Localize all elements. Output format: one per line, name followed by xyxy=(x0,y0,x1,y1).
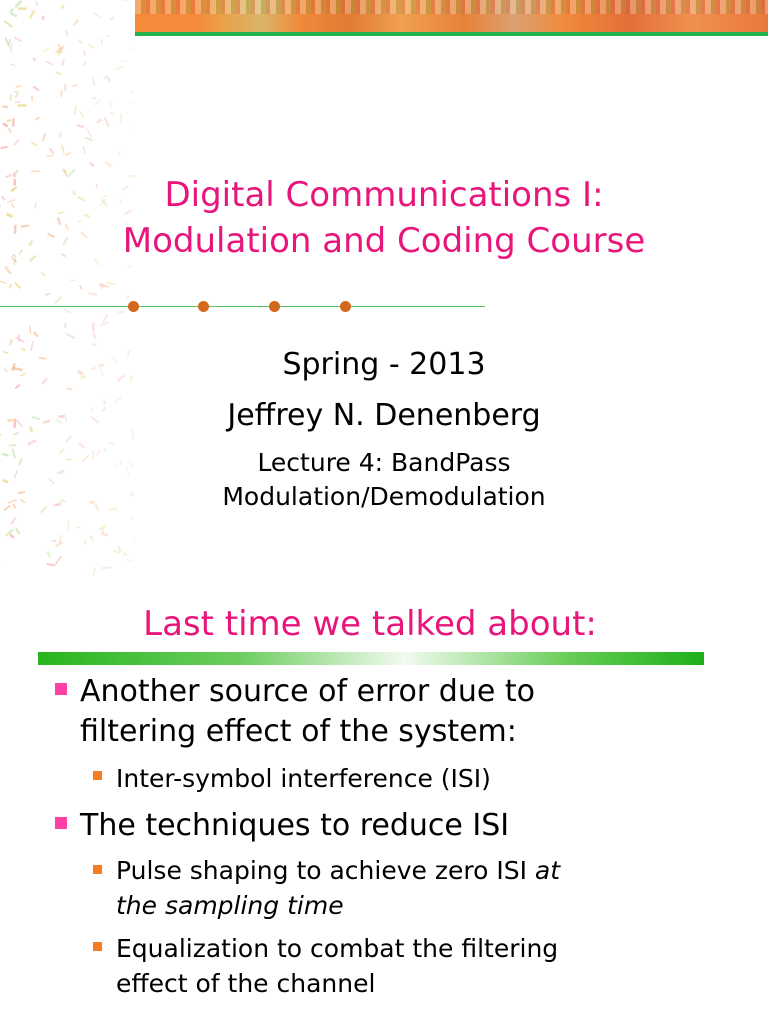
confetti-piece xyxy=(109,102,112,108)
confetti-piece xyxy=(2,122,8,127)
confetti-piece xyxy=(93,568,96,575)
title-line-1: Digital Communications I: xyxy=(164,175,604,215)
confetti-piece xyxy=(109,112,114,116)
confetti-piece xyxy=(41,272,46,276)
confetti-piece xyxy=(0,281,7,284)
confetti-piece xyxy=(2,105,8,108)
confetti-piece xyxy=(52,540,57,542)
bullet-line: The techniques to reduce ISI xyxy=(80,808,510,843)
orange-square-bullet-icon xyxy=(93,771,102,780)
orange-square-bullet-icon xyxy=(93,942,102,951)
sub-bullet-text: Pulse shaping to achieve zero ISI xyxy=(116,856,535,885)
confetti-piece xyxy=(89,535,93,541)
confetti-piece xyxy=(94,99,100,106)
confetti-piece xyxy=(61,145,65,154)
confetti-piece xyxy=(14,139,20,146)
confetti-piece xyxy=(18,104,27,107)
sub-bullet-line: Inter-symbol interference (ISI) xyxy=(116,764,491,793)
confetti-piece xyxy=(65,323,67,328)
confetti-piece xyxy=(100,322,110,327)
confetti-piece xyxy=(59,132,62,138)
confetti-piece xyxy=(78,39,83,44)
confetti-piece xyxy=(18,7,27,10)
bullet-line: filtering effect of the system: xyxy=(80,714,517,749)
confetti-piece xyxy=(10,43,12,52)
confetti-piece xyxy=(83,147,86,154)
confetti-piece xyxy=(14,0,22,8)
confetti-piece xyxy=(4,20,13,28)
confetti-piece xyxy=(45,293,51,296)
confetti-piece xyxy=(117,311,124,314)
confetti-piece xyxy=(56,71,62,75)
confetti-piece xyxy=(65,152,72,156)
confetti-piece xyxy=(93,12,101,19)
confetti-piece xyxy=(88,44,95,49)
confetti-piece xyxy=(0,562,1,565)
confetti-piece xyxy=(8,128,12,133)
confetti-piece xyxy=(83,50,86,57)
confetti-piece xyxy=(61,59,66,66)
confetti-piece xyxy=(14,37,23,42)
confetti-piece xyxy=(15,528,20,535)
confetti-piece xyxy=(29,326,31,334)
confetti-piece xyxy=(54,296,62,304)
sub-bullet-line: Equalization to combat the filtering xyxy=(116,934,559,963)
confetti-piece xyxy=(91,97,96,99)
confetti-piece xyxy=(86,129,93,138)
confetti-piece xyxy=(8,284,12,289)
confetti-piece xyxy=(126,559,133,562)
content-slide xyxy=(0,576,768,1024)
confetti-piece xyxy=(49,148,54,154)
confetti-piece xyxy=(42,133,47,141)
confetti-piece xyxy=(67,521,69,531)
title-divider-line xyxy=(0,306,485,307)
slide-title: Last time we talked about: xyxy=(143,604,597,644)
lecture-line-1: Lecture 4: BandPass xyxy=(257,448,511,477)
orange-square-bullet-icon xyxy=(93,865,102,874)
divider-dot xyxy=(269,301,280,312)
bullet-item xyxy=(80,672,740,752)
confetti-piece xyxy=(55,556,62,565)
confetti-piece xyxy=(104,161,112,168)
confetti-piece xyxy=(130,515,134,520)
bullet-item xyxy=(80,806,740,846)
instructor-name: Jeffrey N. Denenberg xyxy=(227,398,541,433)
confetti-piece xyxy=(35,117,40,121)
divider-dot xyxy=(198,301,209,312)
confetti-piece xyxy=(33,86,40,92)
confetti-piece xyxy=(4,266,11,275)
confetti-piece xyxy=(63,309,71,314)
lecture-title xyxy=(0,446,768,514)
confetti-piece xyxy=(47,552,52,559)
semester-label: Spring - 2013 xyxy=(282,347,486,382)
confetti-piece xyxy=(105,36,109,38)
confetti-piece xyxy=(65,83,67,91)
confetti-piece xyxy=(79,285,83,290)
confetti-piece xyxy=(110,16,115,21)
sub-bullet-item xyxy=(116,931,736,1001)
confetti-piece xyxy=(126,295,130,300)
confetti-piece xyxy=(66,333,76,340)
confetti-piece xyxy=(35,1,38,6)
confetti-piece xyxy=(73,19,79,26)
confetti-piece xyxy=(31,142,37,146)
confetti-piece xyxy=(71,84,78,87)
lecture-line-2: Modulation/Demodulation xyxy=(222,482,546,511)
confetti-piece xyxy=(10,517,16,525)
confetti-piece xyxy=(99,283,109,287)
confetti-piece xyxy=(130,90,135,96)
confetti-piece xyxy=(31,96,33,101)
confetti-piece xyxy=(122,0,128,1)
bullet-line: Another source of error due to xyxy=(80,674,535,709)
confetti-piece xyxy=(0,146,7,149)
confetti-piece xyxy=(65,435,72,442)
confetti-piece xyxy=(43,48,49,53)
confetti-piece xyxy=(113,549,120,554)
confetti-piece xyxy=(15,101,20,103)
confetti-piece xyxy=(106,281,115,285)
confetti-piece xyxy=(15,85,21,88)
title-line-2: Modulation and Coding Course xyxy=(122,221,646,261)
confetti-piece xyxy=(92,331,97,339)
confetti-piece xyxy=(60,90,62,97)
confetti-piece xyxy=(9,534,15,539)
confetti-piece xyxy=(76,124,84,128)
sub-bullet-item xyxy=(116,761,736,796)
confetti-piece xyxy=(9,8,14,13)
pink-square-bullet-icon xyxy=(55,683,67,695)
confetti-piece xyxy=(92,323,95,331)
divider-dot xyxy=(128,301,139,312)
confetti-piece xyxy=(10,94,12,101)
confetti-piece xyxy=(33,331,39,337)
confetti-piece xyxy=(65,30,69,36)
sub-bullet-line: effect of the channel xyxy=(116,969,376,998)
confetti-piece xyxy=(32,57,36,62)
confetti-piece xyxy=(96,118,102,123)
confetti-piece xyxy=(89,162,95,167)
confetti-piece xyxy=(115,65,124,70)
confetti-piece xyxy=(119,113,122,123)
confetti-piece xyxy=(109,442,114,444)
confetti-piece xyxy=(10,63,15,66)
sub-bullet-item xyxy=(116,853,736,923)
banner-green-bar xyxy=(135,32,768,36)
slide-title xyxy=(0,172,768,264)
confetti-piece xyxy=(15,93,19,98)
confetti-piece xyxy=(84,540,87,545)
confetti-piece xyxy=(7,119,12,122)
confetti-piece xyxy=(91,77,95,86)
confetti-piece xyxy=(12,118,14,127)
confetti-piece xyxy=(77,526,81,528)
italic-text: the sampling time xyxy=(116,891,344,920)
confetti-piece xyxy=(101,38,104,45)
confetti-piece xyxy=(131,48,135,52)
confetti-piece xyxy=(123,552,128,557)
confetti-piece xyxy=(88,292,97,295)
confetti-piece xyxy=(121,60,128,62)
banner-image xyxy=(135,0,768,32)
confetti-piece xyxy=(60,4,65,9)
confetti-piece xyxy=(14,91,19,93)
bullet-list xyxy=(0,576,768,1024)
confetti-piece xyxy=(42,15,45,20)
confetti-piece xyxy=(70,279,75,281)
confetti-piece xyxy=(67,387,73,390)
confetti-piece xyxy=(27,439,36,445)
confetti-piece xyxy=(103,314,108,323)
confetti-piece xyxy=(102,567,111,569)
pink-square-bullet-icon xyxy=(55,817,67,829)
sub-bullet-line xyxy=(116,853,736,888)
confetti-piece xyxy=(14,282,21,289)
confetti-piece xyxy=(118,151,121,155)
confetti-piece xyxy=(83,61,87,66)
confetti-piece xyxy=(104,117,110,127)
italic-text: at xyxy=(534,856,561,885)
confetti-piece xyxy=(107,76,111,82)
confetti-piece xyxy=(103,75,108,80)
confetti-piece xyxy=(45,60,53,65)
confetti-piece xyxy=(29,10,36,19)
confetti-piece xyxy=(74,105,77,114)
confetti-piece xyxy=(46,155,54,157)
divider-dot xyxy=(340,301,351,312)
confetti-piece xyxy=(132,102,135,104)
confetti-piece xyxy=(80,111,85,118)
confetti-piece xyxy=(46,563,55,566)
confetti-piece xyxy=(128,264,133,269)
confetti-piece xyxy=(132,539,135,546)
